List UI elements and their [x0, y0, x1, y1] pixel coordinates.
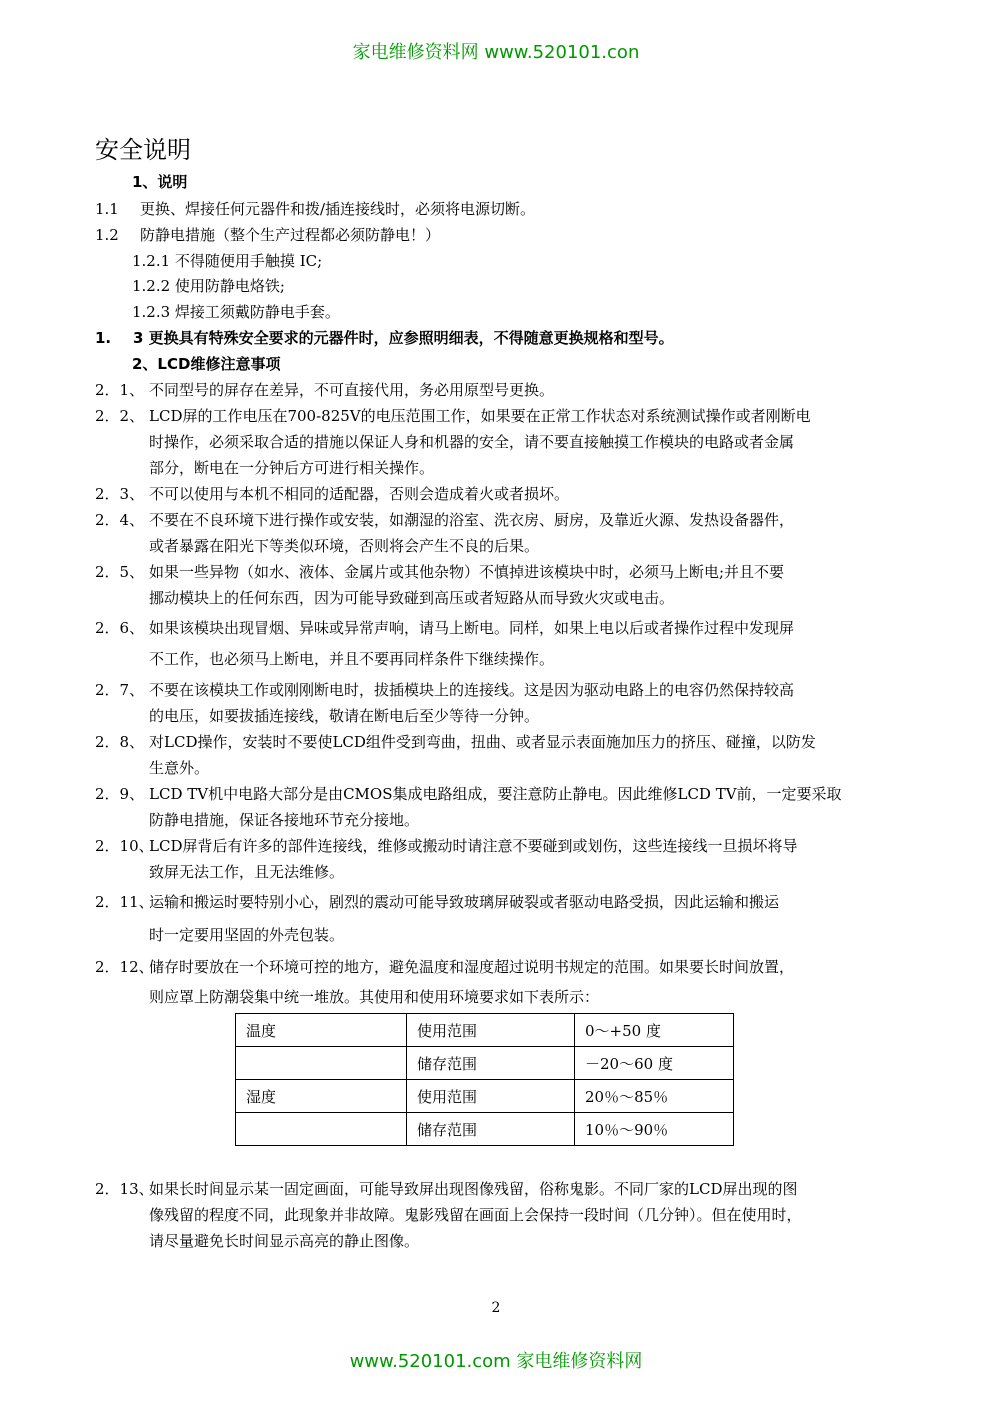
page-header: 家电维修资料网 www.520101.con	[352, 42, 640, 63]
section-2-heading: 2、LCD维修注意事项	[132, 355, 281, 373]
item-2-5-line: 如果一些异物（如水、液体、金属片或其他杂物）不慎掉进该模块中时，必须马上断电;并且不要	[149, 563, 785, 581]
section-1-heading: 1、说明	[132, 173, 188, 191]
item-2-2-line: 时操作，必须采取合适的措施以保证人身和机器的安全，请不要直接触摸工作模块的电路或者金属	[149, 433, 795, 451]
table-cell: 20％～85％	[575, 1080, 734, 1113]
table-cell	[236, 1047, 407, 1080]
item-1-1-text: 更换、焊接任何元器件和拨/插连接线时，必须将电源切断。	[140, 200, 536, 218]
item-2-6-line: 如果该模块出现冒烟、异味或异常声响，请马上断电。同样，如果上电以后或者操作过程中发现屏	[149, 619, 795, 637]
item-2-2-text	[149, 403, 899, 481]
item-2-10-line: LCD屏背后有许多的部件连接线，维修或搬动时请注意不要碰到或划伤，这些连接线一旦损坏将导	[149, 837, 798, 855]
environment-table	[235, 1013, 734, 1146]
item-2-6-number: 2．6、	[95, 619, 145, 637]
table-cell: 使用范围	[407, 1080, 575, 1113]
item-2-10-number: 2．10、	[95, 837, 154, 855]
item-2-3-number: 2．3、	[95, 485, 145, 503]
item-2-5-number: 2．5、	[95, 563, 145, 581]
table-cell: －20～60 度	[575, 1047, 734, 1080]
item-1-1-number: 1.1	[95, 200, 119, 218]
item-1-2-3: 1.2.3 焊接工须戴防静电手套。	[132, 303, 340, 321]
page-number: 2	[491, 1300, 501, 1316]
item-1-2-2: 1.2.2 使用防静电烙铁;	[132, 277, 285, 295]
table-cell: 储存范围	[407, 1113, 575, 1146]
item-2-7-number: 2．7、	[95, 681, 145, 699]
item-2-2-line: 部分，断电在一分钟后方可进行相关操作。	[149, 459, 435, 477]
item-2-8-number: 2．8、	[95, 733, 145, 751]
item-2-5-text	[149, 559, 899, 611]
item-1-2-1: 1.2.1 不得随便用手触摸 IC;	[132, 252, 323, 270]
item-2-11-line: 运输和搬运时要特别小心，剧烈的震动可能导致玻璃屏破裂或者驱动电路受损，因此运输和搬运	[149, 893, 780, 911]
table-cell: 10％～90％	[575, 1113, 734, 1146]
item-2-8-text	[149, 729, 899, 781]
page-title: 安全说明	[95, 136, 191, 164]
item-2-4-line: 或者暴露在阳光下等类似环境，否则将会产生不良的后果。	[149, 537, 540, 555]
item-2-4-text	[149, 507, 899, 559]
item-2-13-text	[149, 1176, 899, 1254]
item-2-13-line: 像残留的程度不同，此现象并非故障。鬼影残留在画面上会保持一段时间（几分钟）。但在使用时，	[149, 1206, 802, 1224]
item-1-2-text: 防静电措施（整个生产过程都必须防静电！）	[140, 226, 441, 244]
item-2-8-line: 对LCD操作，安装时不要使LCD组件受到弯曲，扭曲、或者显示表面施加压力的挤压、碰撞，以防发	[149, 733, 816, 751]
item-2-6-line: 不工作，也必须马上断电，并且不要再同样条件下继续操作。	[149, 650, 555, 668]
item-2-1-text	[149, 377, 899, 403]
item-2-13-line: 请尽量避免长时间显示高亮的静止图像。	[149, 1232, 420, 1250]
item-2-4-number: 2．4、	[95, 511, 145, 529]
item-2-3-text	[149, 481, 899, 507]
item-2-13-line: 如果长时间显示某一固定画面，可能导致屏出现图像残留，俗称鬼影。不同厂家的LCD屏出现的图	[149, 1180, 798, 1198]
item-2-12-text	[149, 954, 899, 1010]
item-2-4-line: 不要在不良环境下进行操作或安装，如潮湿的浴室、洗衣房、厨房，及靠近火源、发热设备器件，	[149, 511, 795, 529]
table-cell: 使用范围	[407, 1014, 575, 1047]
item-2-7-text	[149, 677, 899, 729]
item-2-12-line: 则应罩上防潮袋集中统一堆放。其使用和使用环境要求如下表所示：	[149, 988, 600, 1006]
item-2-11-line: 时一定要用坚固的外壳包装。	[149, 926, 345, 944]
table-cell: 储存范围	[407, 1047, 575, 1080]
table-row	[236, 1113, 734, 1146]
item-2-1-line: 不同型号的屏存在差异，不可直接代用，务必用原型号更换。	[149, 381, 555, 399]
table-cell	[236, 1113, 407, 1146]
item-1-3-number: 1.	[95, 329, 112, 347]
item-2-6-text	[149, 615, 899, 672]
item-2-12-line: 储存时要放在一个环境可控的地方，避免温度和湿度超过说明书规定的范围。如果要长时间放置，	[149, 958, 795, 976]
item-2-8-line: 生意外。	[149, 759, 210, 777]
table-cell: 湿度	[236, 1080, 407, 1113]
item-2-3-line: 不可以使用与本机不相同的适配器，否则会造成着火或者损坏。	[149, 485, 570, 503]
item-2-13-number: 2．13、	[95, 1180, 154, 1198]
table-cell: 温度	[236, 1014, 407, 1047]
item-2-7-line: 的电压，如要拔插连接线，敬请在断电后至少等待一分钟。	[149, 707, 540, 725]
item-2-9-line: 防静电措施，保证各接地环节充分接地。	[149, 811, 420, 829]
item-2-10-line: 致屏无法工作，且无法维修。	[149, 863, 345, 881]
table-row	[236, 1080, 734, 1113]
item-2-9-number: 2．9、	[95, 785, 145, 803]
item-2-5-line: 挪动模块上的任何东西，因为可能导致碰到高压或者短路从而导致火灾或电击。	[149, 589, 675, 607]
item-2-9-text	[149, 781, 899, 833]
table-cell: 0～+50 度	[575, 1014, 734, 1047]
table-row	[236, 1014, 734, 1047]
item-2-9-line: LCD TV机中电路大部分是由CMOS集成电路组成，要注意防止静电。因此维修LCD TV前，一定要采取	[149, 785, 842, 803]
item-1-3-text: 3 更换具有特殊安全要求的元器件时，应参照明细表，不得随意更换规格和型号。	[133, 329, 674, 347]
item-2-10-text	[149, 833, 899, 885]
item-2-1-number: 2．1、	[95, 381, 145, 399]
item-2-2-line: LCD屏的工作电压在700-825V的电压范围工作，如果要在正常工作状态对系统测试操作或者刚断电	[149, 407, 811, 425]
item-2-2-number: 2．2、	[95, 407, 145, 425]
table-row	[236, 1047, 734, 1080]
item-1-2-number: 1.2	[95, 226, 119, 244]
page-footer: www.520101.com 家电维修资料网	[349, 1351, 643, 1372]
item-2-11-number: 2．11、	[95, 893, 154, 911]
item-2-11-text	[149, 889, 899, 948]
item-2-7-line: 不要在该模块工作或刚刚断电时，拔插模块上的连接线。这是因为驱动电路上的电容仍然保持较高	[149, 681, 795, 699]
item-2-12-number: 2．12、	[95, 958, 154, 976]
